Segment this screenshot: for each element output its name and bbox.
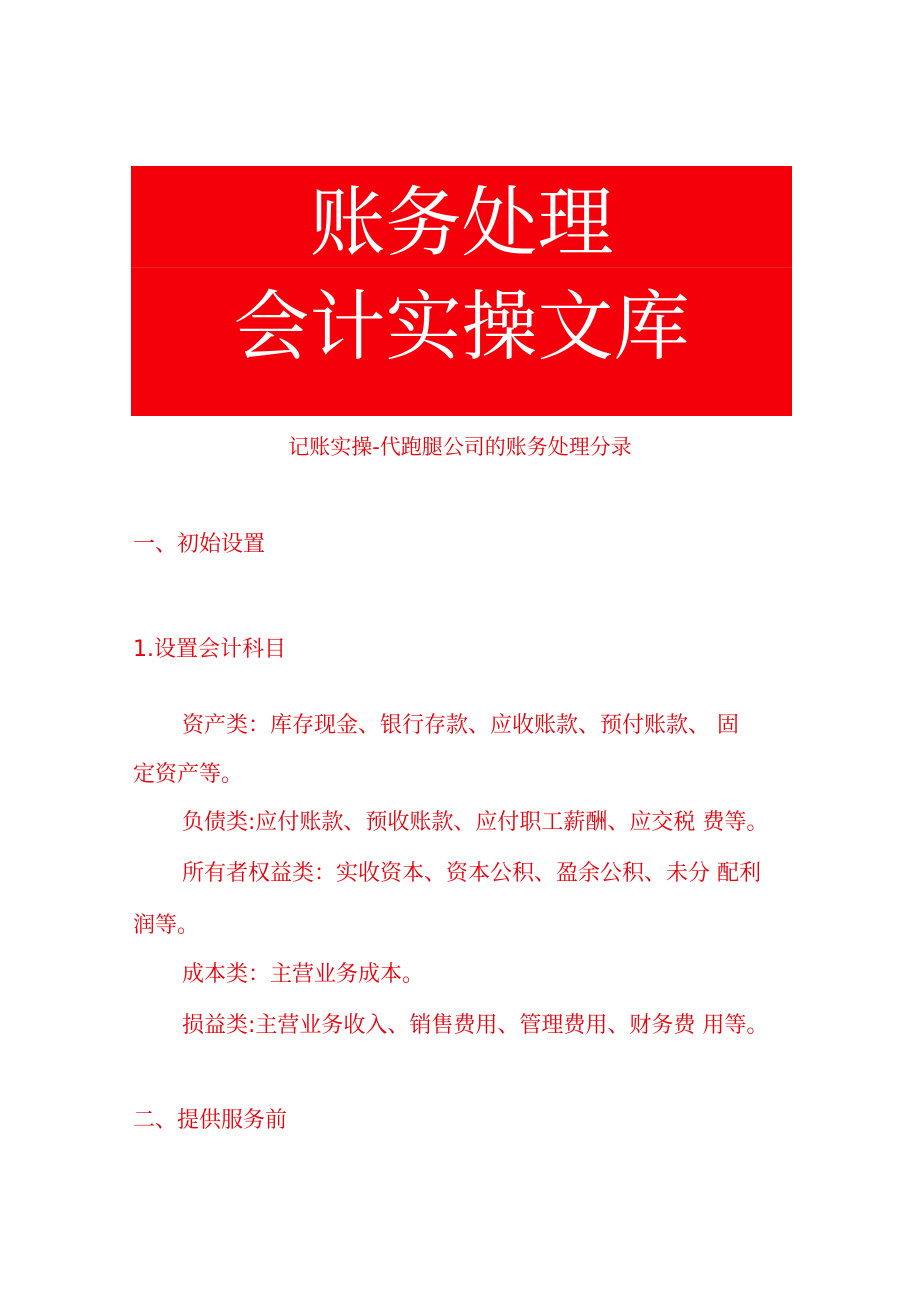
paragraph-assets-continued: 定资产等。 bbox=[133, 762, 244, 787]
banner-title-line1: 账务处理 bbox=[309, 178, 614, 267]
paragraph-profit-loss: 损益类:主营业务收入、销售费用、管理费用、财务费 用等。 bbox=[182, 1013, 769, 1038]
title-banner bbox=[131, 166, 792, 416]
document-subtitle: 记账实操-代跑腿公司的账务处理分录 bbox=[288, 435, 632, 459]
banner-title-line2: 会计实操文库 bbox=[233, 282, 690, 371]
section-heading-initial-setup: 一、初始设置 bbox=[133, 532, 266, 557]
subsection-heading-accounts: 1.设置会计科目 bbox=[133, 637, 286, 662]
paragraph-assets: 资产类：库存现金、银行存款、应收账款、预付账款、 固 bbox=[182, 713, 739, 738]
paragraph-liabilities: 负债类:应付账款、预收账款、应付职工薪酬、应交税 费等。 bbox=[182, 810, 769, 835]
paragraph-equity-continued: 润等。 bbox=[133, 913, 200, 938]
paragraph-equity: 所有者权益类：实收资本、资本公积、盈余公积、未分 配利 bbox=[182, 861, 761, 886]
section-heading-before-service: 二、提供服务前 bbox=[133, 1108, 288, 1133]
paragraph-cost: 成本类：主营业务成本。 bbox=[182, 962, 425, 987]
